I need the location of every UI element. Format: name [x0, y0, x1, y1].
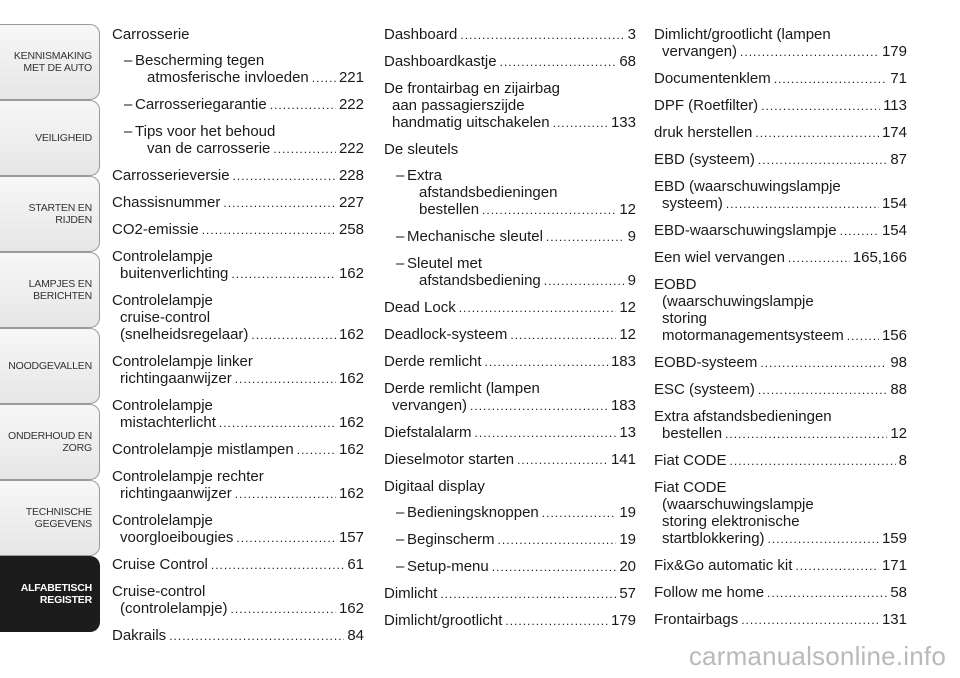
section-tab-6[interactable] — [0, 480, 100, 556]
entry-text: Controlelampje — [112, 512, 213, 529]
section-tab-4[interactable] — [0, 328, 100, 404]
page-number: 12 — [619, 326, 636, 343]
dot-leader — [767, 585, 887, 602]
index-entry — [112, 26, 364, 43]
page-number: 221 — [338, 69, 364, 86]
page-number: 183 — [610, 397, 636, 414]
entry-text: systeem) — [662, 195, 723, 212]
dot-leader — [510, 327, 616, 344]
section-tab-label: KENNISMAKING MET DE AUTO — [13, 50, 92, 74]
index-subentry — [112, 52, 364, 87]
index-entry — [384, 451, 636, 469]
index-entry — [654, 584, 907, 602]
entry-text: (waarschuwingslampje — [662, 293, 814, 310]
section-tab-1[interactable] — [0, 100, 100, 176]
page-number: 222 — [338, 140, 364, 157]
entry-text: EBD-waarschuwingslampje — [654, 222, 837, 239]
page-number: 258 — [338, 221, 364, 238]
page-number: 174 — [881, 124, 907, 141]
page-number: 8 — [898, 452, 907, 469]
page-number: 165,166 — [852, 249, 907, 266]
dot-leader — [760, 355, 887, 372]
dot-leader — [459, 300, 617, 317]
index-entry — [384, 26, 636, 44]
dot-leader — [235, 371, 336, 388]
dot-leader — [211, 557, 344, 574]
entry-text: Setup-menu — [407, 558, 489, 575]
page-number: 9 — [627, 272, 636, 289]
entry-text: Carrosseriegarantie — [135, 96, 267, 113]
entry-text: storing — [662, 310, 708, 327]
page-number: 222 — [338, 96, 364, 113]
index-column-3 — [654, 26, 907, 638]
entry-text: Controlelampje mistlampen — [112, 441, 294, 458]
page-number: 159 — [881, 530, 907, 547]
index-entry — [654, 381, 907, 399]
entry-text: De frontairbag en zijairbag — [384, 80, 560, 97]
dot-leader — [741, 612, 879, 629]
dot-leader — [236, 530, 336, 547]
entry-text: Controlelampje linker — [112, 353, 253, 370]
index-entry — [112, 583, 364, 618]
index-entry — [654, 452, 907, 470]
entry-text: bestellen — [419, 201, 480, 218]
entry-text: cruise-control — [120, 309, 211, 326]
entry-text: Documentenklem — [654, 70, 771, 87]
subentry-dash: – — [124, 96, 133, 113]
entry-text: Tips voor het behoud — [135, 123, 276, 140]
dot-leader — [755, 125, 879, 142]
entry-text: druk herstellen — [654, 124, 753, 141]
index-entry — [654, 276, 907, 345]
section-tab-label: TECHNISCHE GEGEVENS — [25, 506, 92, 530]
section-tab-2[interactable] — [0, 176, 100, 252]
dot-leader — [795, 558, 879, 575]
entry-text: afstandsbedieningen — [419, 184, 558, 201]
index-subentry — [384, 558, 636, 576]
dot-leader — [788, 250, 850, 267]
entry-text: Dieselmotor starten — [384, 451, 515, 468]
dot-leader — [492, 559, 617, 576]
entry-text: storing elektronische — [662, 513, 800, 530]
section-tab-0[interactable] — [0, 24, 100, 100]
page-number: 162 — [338, 414, 364, 431]
section-tab-3[interactable] — [0, 252, 100, 328]
entry-text: Carrosserie — [112, 26, 190, 43]
dot-leader — [485, 354, 608, 371]
dot-leader — [219, 415, 336, 432]
page-number: 162 — [338, 326, 364, 343]
index-entry — [112, 221, 364, 239]
page-number: 156 — [881, 327, 907, 344]
entry-text: afstandsbediening — [419, 272, 541, 289]
index-entry — [654, 26, 907, 61]
page-number: 162 — [338, 485, 364, 502]
section-tab-label: NOODGEVALLEN — [8, 360, 92, 372]
page-number: 12 — [890, 425, 907, 442]
subentry-dash: – — [396, 558, 405, 575]
entry-text: Dimlicht/grootlicht — [384, 612, 503, 629]
entry-text: Follow me home — [654, 584, 765, 601]
page-number: 98 — [890, 354, 907, 371]
page-number: 154 — [881, 195, 907, 212]
subentry-dash: – — [396, 228, 405, 245]
entry-text: vervangen) — [392, 397, 468, 414]
index-entry — [112, 441, 364, 459]
entry-text: Dead Lock — [384, 299, 456, 316]
page-number: 179 — [610, 612, 636, 629]
entry-text: Derde remlicht (lampen — [384, 380, 540, 397]
dot-leader — [169, 628, 344, 645]
page-number: 162 — [338, 370, 364, 387]
page-number: 13 — [619, 424, 636, 441]
page-number: 162 — [338, 600, 364, 617]
section-tab-label: ALFABETISCH REGISTER — [20, 582, 92, 606]
dot-leader — [726, 196, 879, 213]
entry-text: richtingaanwijzer — [120, 370, 232, 387]
dot-leader — [847, 328, 879, 345]
dot-leader — [233, 168, 336, 185]
entry-text: Dashboardkastje — [384, 53, 497, 70]
page-number: 84 — [347, 627, 364, 644]
entry-text: aan passagierszijde — [392, 97, 525, 114]
index-subentry — [384, 255, 636, 290]
entry-text: (snelheidsregelaar) — [120, 326, 249, 343]
watermark: carmanualsonline.info — [688, 641, 946, 671]
dot-leader — [235, 486, 336, 503]
entry-text: Chassisnummer — [112, 194, 221, 211]
entry-text: Dashboard — [384, 26, 458, 43]
dot-leader — [553, 115, 608, 132]
section-tab-label: LAMPJES EN BERICHTEN — [28, 278, 92, 302]
entry-text: van de carrosserie — [147, 140, 271, 157]
entry-text: richtingaanwijzer — [120, 485, 232, 502]
entry-text: mistachterlicht — [120, 414, 216, 431]
index-entry — [384, 353, 636, 371]
entry-text: (controlelampje) — [120, 600, 228, 617]
dot-leader — [758, 152, 887, 169]
dot-leader — [740, 44, 879, 61]
index-entry — [384, 53, 636, 71]
page-number: 133 — [610, 114, 636, 131]
index-entry — [112, 468, 364, 503]
index-entry — [384, 585, 636, 603]
entry-text: Sleutel met — [407, 255, 483, 272]
dot-leader — [774, 71, 888, 88]
entry-text: Bedieningsknoppen — [407, 504, 539, 521]
entry-text: handmatig uitschakelen — [392, 114, 550, 131]
section-tab-7[interactable] — [0, 556, 100, 632]
entry-text: voorgloeibougies — [120, 529, 234, 546]
entry-text: Bescherming tegen — [135, 52, 265, 69]
entry-text: Controlelampje — [112, 292, 213, 309]
index-subentry — [112, 96, 364, 114]
page-number: 141 — [610, 451, 636, 468]
dot-leader — [440, 586, 616, 603]
dot-leader — [273, 141, 336, 158]
index-subentry — [384, 504, 636, 522]
index-entry — [112, 248, 364, 283]
entry-text: Cruise Control — [112, 556, 208, 573]
entry-text: Controlelampje — [112, 248, 213, 265]
entry-text: Fix&Go automatic kit — [654, 557, 793, 574]
index-entry — [654, 249, 907, 267]
index-entry — [112, 292, 364, 344]
page-number: 19 — [619, 504, 636, 521]
index-entry — [384, 424, 636, 442]
entry-text: Derde remlicht — [384, 353, 482, 370]
page-number: 157 — [338, 529, 364, 546]
entry-text: (waarschuwingslampje — [662, 496, 814, 513]
dot-leader — [517, 452, 608, 469]
page-number: 12 — [619, 201, 636, 218]
index-entry — [112, 627, 364, 645]
index-entry — [654, 611, 907, 629]
entry-text: Dakrails — [112, 627, 167, 644]
entry-text: Extra afstandsbedieningen — [654, 408, 832, 425]
dot-leader — [231, 266, 336, 283]
entry-text: Fiat CODE — [654, 479, 727, 496]
entry-text: motormanagementsysteem — [662, 327, 844, 344]
index-entry — [112, 353, 364, 388]
entry-text: Een wiel vervangen — [654, 249, 785, 266]
section-tab-label: STARTEN EN RIJDEN — [28, 202, 92, 226]
page-number: 68 — [619, 53, 636, 70]
page-number: 19 — [619, 531, 636, 548]
dot-leader — [460, 27, 624, 44]
dot-leader — [223, 195, 336, 212]
page-number: 183 — [610, 353, 636, 370]
entry-text: EOBD-systeem — [654, 354, 758, 371]
dot-leader — [544, 273, 625, 290]
dot-leader — [546, 229, 625, 246]
index-entry — [654, 354, 907, 372]
page-number: 131 — [881, 611, 907, 628]
dot-leader — [542, 505, 617, 522]
entry-text: Diefstalalarm — [384, 424, 472, 441]
page-number: 71 — [890, 70, 907, 87]
index-entry — [384, 380, 636, 415]
index-subentry — [384, 228, 636, 246]
dot-leader — [505, 613, 608, 630]
page-number: 61 — [347, 556, 364, 573]
dot-leader — [761, 98, 880, 115]
dot-leader — [312, 70, 336, 87]
entry-text: EOBD — [654, 276, 697, 293]
entry-text: Dimlicht — [384, 585, 438, 602]
subentry-dash: – — [396, 167, 405, 184]
entry-text: atmosferische invloeden — [147, 69, 309, 86]
index-entry — [654, 151, 907, 169]
entry-text: Digitaal display — [384, 478, 485, 495]
index-entry — [654, 124, 907, 142]
index-column-2 — [384, 26, 636, 639]
dot-leader — [231, 601, 336, 618]
page-number: 12 — [619, 299, 636, 316]
entry-text: DPF (Roetfilter) — [654, 97, 759, 114]
index-entry — [654, 557, 907, 575]
index-entry — [112, 194, 364, 212]
entry-text: bestellen — [662, 425, 723, 442]
index-entry — [112, 397, 364, 432]
page-number: 154 — [881, 222, 907, 239]
index-entry — [654, 178, 907, 213]
entry-text: Extra — [407, 167, 443, 184]
index-entry — [384, 478, 636, 495]
entry-text: startblokkering) — [662, 530, 765, 547]
subentry-dash: – — [396, 255, 405, 272]
subentry-dash: – — [396, 504, 405, 521]
index-subentry — [384, 167, 636, 219]
page-number: 179 — [881, 43, 907, 60]
page-number: 58 — [890, 584, 907, 601]
page-number: 20 — [619, 558, 636, 575]
index-entry — [654, 70, 907, 88]
dot-leader — [840, 223, 879, 240]
dot-leader — [498, 532, 617, 549]
entry-text: CO2-emissie — [112, 221, 199, 238]
entry-text: buitenverlichting — [120, 265, 229, 282]
page-number: 162 — [338, 265, 364, 282]
index-entry — [654, 408, 907, 443]
dot-leader — [500, 54, 617, 71]
index-entry — [654, 97, 907, 115]
section-tab-label: VEILIGHEID — [35, 132, 92, 144]
page-number: 227 — [338, 194, 364, 211]
index-entry — [384, 326, 636, 344]
index-entry — [112, 167, 364, 185]
entry-text: vervangen) — [662, 43, 738, 60]
section-tab-label: ONDERHOUD EN ZORG — [8, 430, 92, 454]
page-number: 87 — [890, 151, 907, 168]
entry-text: Deadlock-systeem — [384, 326, 508, 343]
dot-leader — [270, 97, 336, 114]
dot-leader — [768, 531, 879, 548]
index-subentry — [384, 531, 636, 549]
entry-text: ESC (systeem) — [654, 381, 755, 398]
index-subentry — [112, 123, 364, 158]
index-entry — [384, 80, 636, 132]
index-entry — [112, 556, 364, 574]
index-entry — [384, 299, 636, 317]
page-number: 3 — [627, 26, 636, 43]
entry-text: Controlelampje — [112, 397, 213, 414]
dot-leader — [730, 453, 896, 470]
entry-text: Cruise-control — [112, 583, 206, 600]
dot-leader — [297, 442, 336, 459]
index-entry — [654, 479, 907, 548]
page-number: 57 — [619, 585, 636, 602]
dot-leader — [251, 327, 336, 344]
entry-text: Controlelampje rechter — [112, 468, 264, 485]
entry-text: Carrosserieversie — [112, 167, 230, 184]
entry-text: Beginscherm — [407, 531, 495, 548]
dot-leader — [758, 382, 887, 399]
entry-text: Fiat CODE — [654, 452, 727, 469]
subentry-dash: – — [396, 531, 405, 548]
subentry-dash: – — [124, 123, 133, 140]
dot-leader — [482, 202, 616, 219]
page-number: 113 — [883, 97, 907, 114]
dot-leader — [725, 426, 887, 443]
index-entry — [112, 512, 364, 547]
subentry-dash: – — [124, 52, 133, 69]
section-tab-5[interactable] — [0, 404, 100, 480]
index-column-1 — [112, 26, 364, 654]
entry-text: EBD (systeem) — [654, 151, 755, 168]
index-entry — [654, 222, 907, 240]
page-number: 162 — [338, 441, 364, 458]
entry-text: Mechanische sleutel — [407, 228, 543, 245]
dot-leader — [475, 425, 617, 442]
dot-leader — [470, 398, 608, 415]
entry-text: Dimlicht/grootlicht (lampen — [654, 26, 831, 43]
page-number: 9 — [627, 228, 636, 245]
page-number: 88 — [890, 381, 907, 398]
page-number: 171 — [881, 557, 907, 574]
index-entry — [384, 612, 636, 630]
entry-text: EBD (waarschuwingslampje — [654, 178, 841, 195]
page-number: 228 — [338, 167, 364, 184]
dot-leader — [202, 222, 336, 239]
section-tabs — [0, 24, 100, 632]
index-entry — [384, 141, 636, 158]
entry-text: De sleutels — [384, 141, 459, 158]
entry-text: Frontairbags — [654, 611, 739, 628]
